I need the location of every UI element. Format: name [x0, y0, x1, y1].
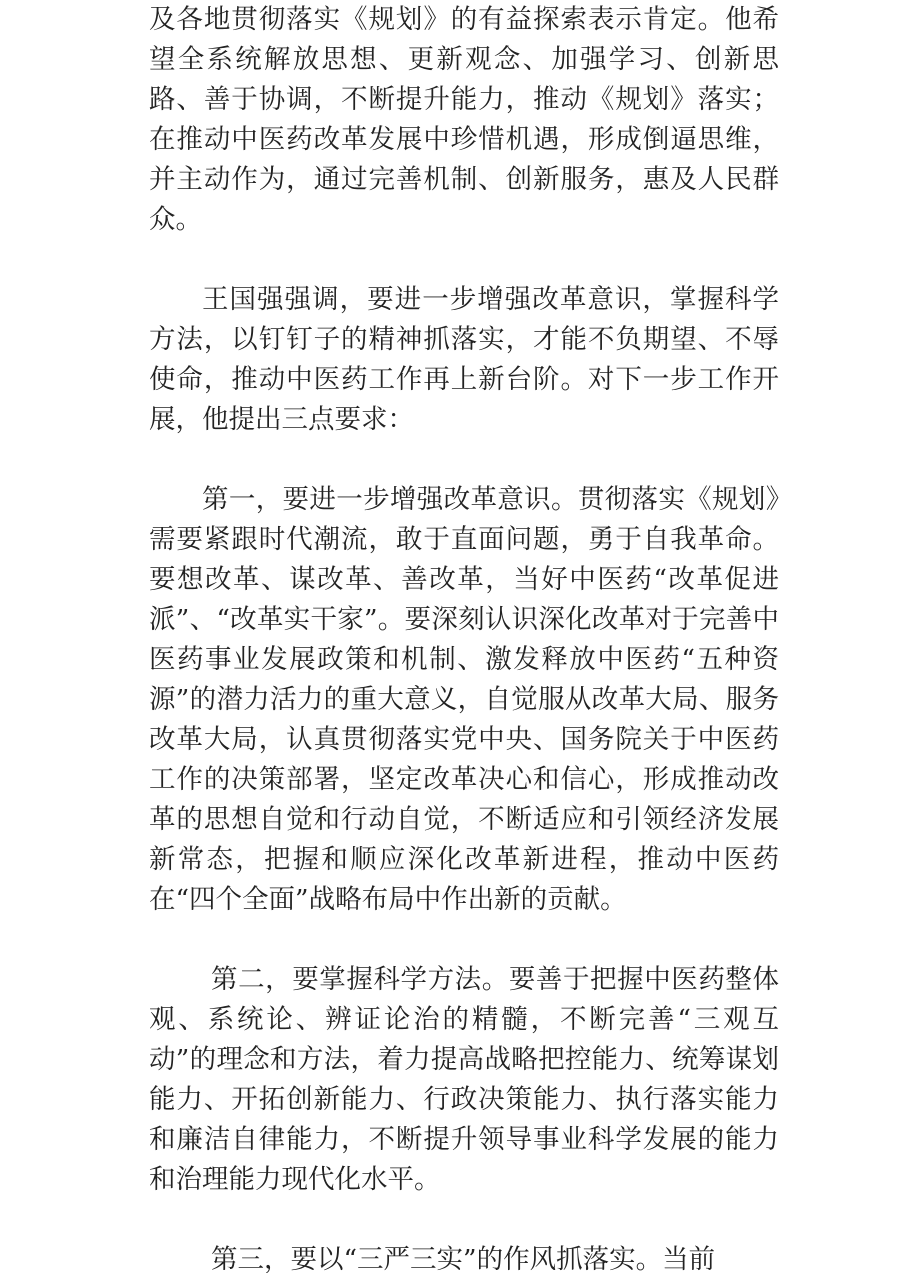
paragraph-gap [149, 920, 779, 960]
paragraph-first-requirement: 第一，要进一步增强改革意识。贯彻落实《规划》需要紧跟时代潮流，敢于直面问题，勇于自我革命。要想改革、谋改革、善改革，当好中医药“改革促进派”、“改革实干家”。要深刻认识深化改革对于完善中医药事业发展政策和机制、激发释放中医药“五种资源”的潜力活力的重大意义，自觉服从改革大局、服务改革大局，认真贯彻落实党中央、国务院关于中医药工作的决策部署，坚定改革决心和信心，形成推动改革的思想自觉和行动自觉，不断适应和引领经济发展新常态，把握和顺应深化改革新进程，推动中医药在“四个全面”战略布局中作出新的贡献。 [149, 484, 779, 915]
paragraph-second-requirement: 第二，要掌握科学方法。要善于把握中医药整体观、系统论、辨证论治的精髓，不断完善“三观互动”的理念和方法，着力提高战略把控能力、统筹谋划能力、开拓创新能力、行政决策能力、执行落实能力和廉洁自律能力，不断提升领导事业科学发展的能力和治理能力现代化水平。 [149, 964, 779, 1195]
paragraph-gap [149, 240, 779, 280]
paragraph-wang-guoqiang: 王国强强调，要进一步增强改革意识，掌握科学方法，以钉钉子的精神抓落实，才能不负期望、不辱使命，推动中医药工作再上新台阶。对下一步工作开展，他提出三点要求： [149, 284, 779, 435]
paragraph-gap [149, 440, 779, 480]
paragraph-gap [149, 1200, 779, 1240]
paragraph-third-requirement: 第三，要以“三严三实”的作风抓落实。当前 [211, 1244, 716, 1273]
paragraph-continuation: 及各地贯彻落实《规划》的有益探索表示肯定。他希望全系统解放思想、更新观念、加强学习、创新思路、善于协调，不断提升能力，推动《规划》落实；在推动中医药改革发展中珍惜机遇，形成倒逼思维，并主动作为，通过完善机制、创新服务，惠及人民群众。 [149, 4, 779, 235]
document-body [149, 0, 779, 1273]
